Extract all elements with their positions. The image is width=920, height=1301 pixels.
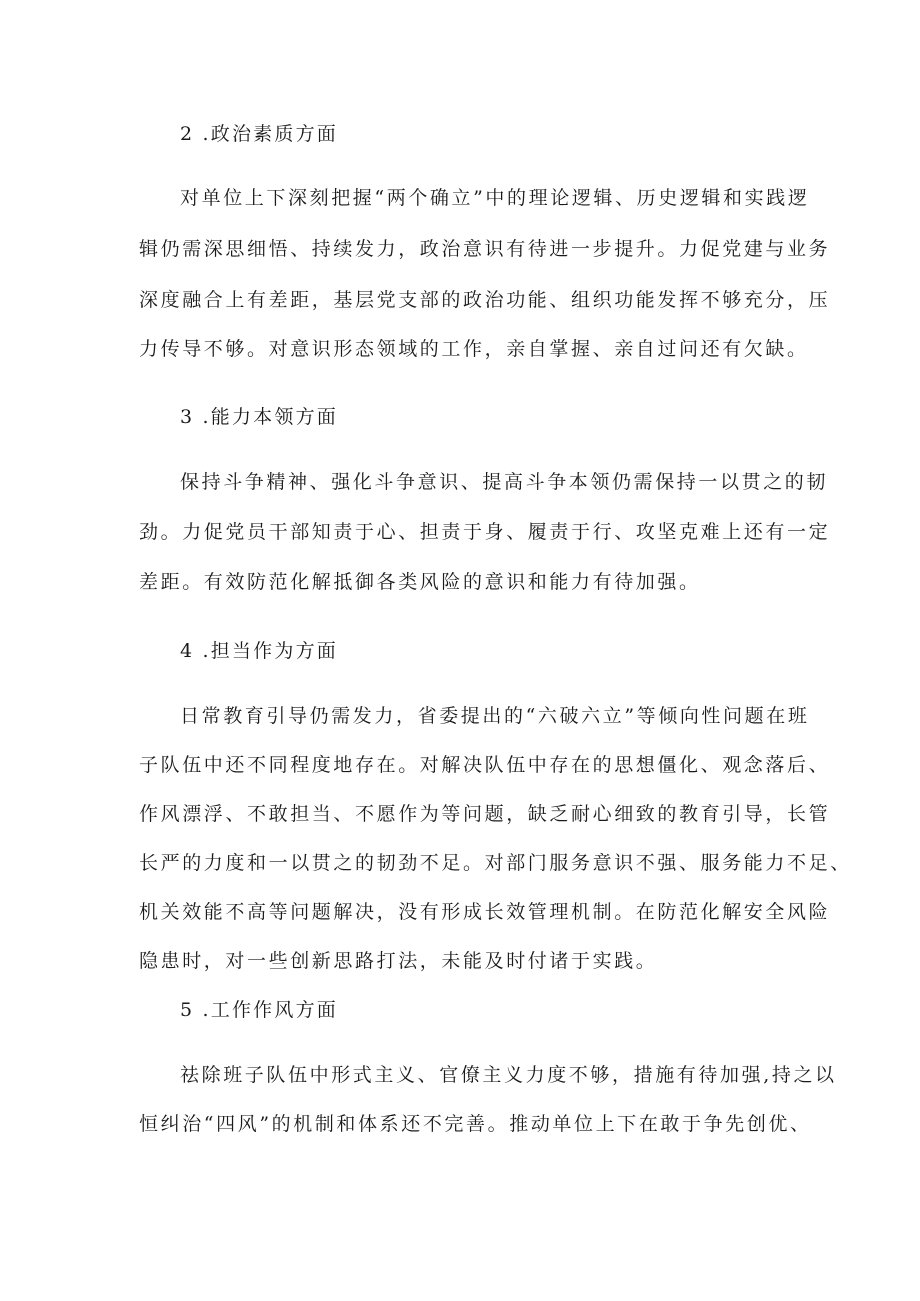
paragraph-line: 恒纠治“四风”的机制和体系还不完善。推动单位上下在敢于争先创优、 (139, 1113, 812, 1135)
paragraph-line: 力传导不够。对意识形态领域的工作，亲自掌握、亲自过问还有欠缺。 (139, 338, 809, 360)
paragraph-line: 差距。有效防范化解抵御各类风险的意识和能力有待加强。 (139, 571, 701, 593)
paragraph-line: 机关效能不高等问题解决，没有形成长效管理机制。在防范化解安全风险 (139, 901, 831, 923)
paragraph-line: 保持斗争精神、强化斗争意识、提高斗争本领仍需保持一以贯之的韧 (180, 471, 829, 493)
section-heading: 4 .担当作为方面 (180, 640, 338, 662)
paragraph-line: 作风漂浮、不敢担当、不愿作为等问题，缺乏耐心细致的教育引导，长管 (139, 803, 831, 825)
paragraph-line: 祛除班子队伍中形式主义、官僚主义力度不够，措施有待加强,持之以 (180, 1064, 837, 1086)
paragraph-line: 对单位上下深刻把握“两个确立”中的理论逻辑、历史逻辑和实践逻 (180, 187, 810, 209)
paragraph-line: 深度融合上有差距，基层党支部的政治功能、组织功能发挥不够充分，压 (139, 289, 831, 311)
paragraph-line: 日常教育引导仍需发力，省委提出的“六破六立”等倾向性问题在班 (180, 705, 810, 727)
paragraph-line: 子队伍中还不同程度地存在。对解决队伍中存在的思想僵化、观念落后、 (139, 754, 831, 776)
paragraph-line: 隐患时，对一些创新思路打法，未能及时付诸于实践。 (139, 950, 658, 972)
section-heading: 3 .能力本领方面 (180, 406, 338, 428)
paragraph-line: 辑仍需深思细悟、持续发力，政治意识有待进一步提升。力促党建与业务 (139, 238, 831, 260)
paragraph-line: 长严的力度和一以贯之的韧劲不足。对部门服务意识不强、服务能力不足、 (139, 852, 852, 874)
section-heading: 2 .政治素质方面 (180, 123, 338, 145)
section-heading: 5 .工作作风方面 (180, 999, 338, 1021)
paragraph-line: 劲。力促党员干部知责于心、担责于身、履责于行、攻坚克难上还有一定 (139, 521, 831, 543)
